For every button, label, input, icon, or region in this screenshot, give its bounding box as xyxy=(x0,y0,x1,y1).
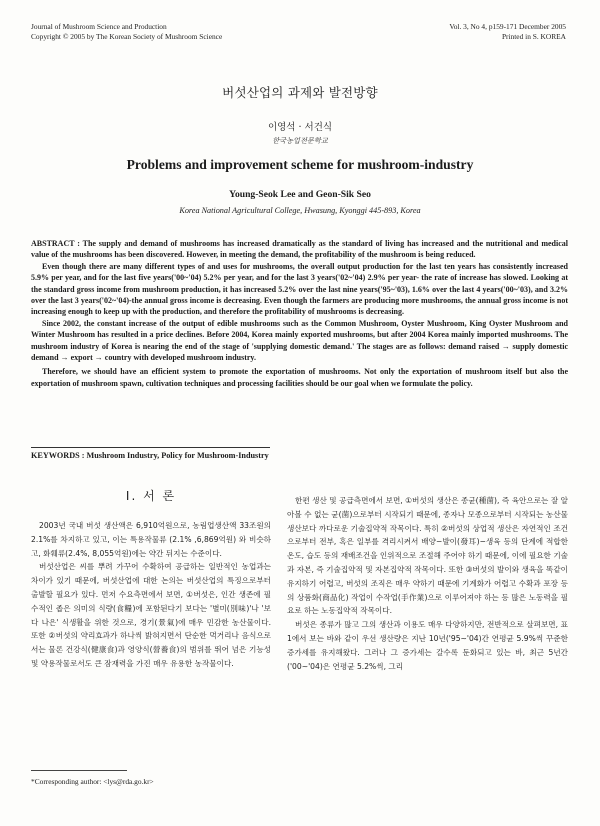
keywords-divider xyxy=(31,447,270,448)
korean-title: 버섯산업의 과제와 발전방향 xyxy=(222,85,378,100)
keywords-line: KEYWORDS : Mushroom Industry, Policy for Mushroom-Industry xyxy=(31,451,269,460)
journal-header-right xyxy=(449,22,566,41)
body-left-column xyxy=(31,519,271,671)
copyright-line: Copyright © 2005 by The Korean Society of Mushroom Science xyxy=(31,31,223,41)
english-authors: Young-Seok Lee and Geon-Sik Seo xyxy=(229,189,371,200)
body-right-column xyxy=(287,494,568,673)
abstract-block xyxy=(31,238,568,389)
footnote-divider xyxy=(31,770,127,771)
body-right-paragraph-1: 한편 생산 및 공급측면에서 보면, ①버섯의 생산은 종균(種菌), 즉 육안으로는 잘 알아볼 수 없는 균(菌)으로부터 시작되기 때문에, 종자나 모종으로부터 시작되는 농산물 생산보다 까다로운 기술집약적 작목이다. 특히 ②버섯의 상업적 생산은 자연적인 조건으로부터 전부, 혹은 일부를 격리시켜서 배양−발이(發耳)−생육 등의 단계에 적합한 온도, 습도 등의 재배조건을 인위적으로 조절해 주어야 하기 때문에, 이에 필요한 기술과 자본, 즉 기술집약적 및 자본집약적 작목이다. 또한 ③버섯의 발이와 생육을 똑같이 유지하기 어렵고, 버섯의 조직은 매우 약하기 때문에 기계화가 어렵고 수확과 포장 등의 상품화(商品化) 작업이 수작업(手作業)으로 이루어져야 하는 등 많은 노동력을 필요로 하는 노동집약적 작목이다. xyxy=(287,496,568,616)
english-title: Problems and improvement scheme for mushroom-industry xyxy=(126,157,474,172)
abstract-paragraph-4: Therefore, we should have an efficient system to promote the exportation of mushrooms. Not only the exportation of mushroom itself but also the exportation of mushroom spawn, cultivation techniques and processing facilities should be our goal when we formulate the policy. xyxy=(31,367,568,388)
korean-authors: 이영석 · 서건식 xyxy=(267,122,333,133)
abstract-paragraph-1: ABSTRACT : The supply and demand of mushrooms has increased dramatically as the standard of living has increased and the nutritional and medical value of the mushrooms has been discovered. However, in meeting the demand, the profitability of the mushroom is being reduced. xyxy=(31,239,568,260)
corresponding-author-footnote: *Corresponding author: <lys@rda.go.kr> xyxy=(31,777,154,786)
english-affiliation: Korea National Agricultural College, Hwasung, Kyonggi 445-893, Korea xyxy=(179,206,421,215)
abstract-paragraph-3: Since 2002, the constant increase of the output of edible mushrooms such as the Common Mushroom, Oyster Mushroom, King Oyster Mushroom and Winter Mushroom has resulted in a price declines. Before 2004, Korea mainly exported mushrooms, but after 2004 Korea mainly imported mushrooms. The mushroom industry of Korea is nearing the end of the stage of 'supplying domestic demand.' The stages are as follows: demand raised → supply domestic demand → export → country with developed mushroom industry. xyxy=(31,318,568,363)
body-left-paragraph-2: 버섯산업은 씨를 뿌려 가꾸어 수확하여 공급하는 일반적인 농업과는 차이가 있기 때문에, 버섯산업에 대한 논의는 버섯산업의 특징으로부터 출발할 필요가 있다. 먼저 수요측면에서 보면, ①버섯은, 인간 생존에 필수적인 좁은 의미의 식량(食糧)에 포함된다기 보다는 '별미(別味)'나 '보다 나은' 식생활을 위한 것으로, 경기(景氣)에 매우 민감한 농산물이다. 또한 ②버섯의 약리효과가 하나씩 밝혀지면서 단순한 먹거리나 음식으로서는 물론 건강식(健康食)과 영양식(營養食)의 범위를 뛰어 넘은 기능성 및 약용작물로서도 큰 잠재력을 가진 매우 유용한 농작물이다. xyxy=(31,562,271,668)
journal-name: Journal of Mushroom Science and Production xyxy=(31,22,167,31)
journal-header-left xyxy=(31,22,222,41)
body-right-paragraph-2: 버섯은 종류가 많고 그의 생산과 이용도 매우 다양하지만, 전반적으로 살펴보면, 표 1에서 보는 바와 같이 우선 생산량은 지난 10년('95~'04)간 연평균 5.9%씩 꾸준한 증가세를 유지해왔다. 그러나 그 증가세는 갈수록 둔화되고 있는 바, 최근 5년간('00~'04)은 연평균 5.2%씩, 그리 xyxy=(287,620,568,671)
body-left-paragraph-1: 2003년 국내 버섯 생산액은 6,910억원으로, 농림업생산액 33조원의 2.1%를 차지하고 있고, 이는 특용작물류 (2.1% ,6,869억원) 와 비슷하고, 화훼류(2.4%, 8,055억원)에는 약간 뒤지는 수준이다. xyxy=(31,521,271,558)
volume-info: Vol. 3, No 4, p159-171 December 2005 xyxy=(449,22,566,31)
abstract-paragraph-2: Even though there are many different types of and uses for mushrooms, the overall output production for the last ten years has consistently increased 5.9% per year, and for the last five years('00~'04) 5.2% per year, and for the last 3 years('02~'04) 2.9% per year- the rate of increase has slowed. Looking at the standard gross income from mushroom production, it has increased 5.2% over the last nine years('95~'03), 1.6% over the last 4 years('00~'03), and 3.2% over the last 3 years('02~'04)-the annual gross income is decreasing. Even though the farmers are producing more mushrooms, the annual gross income is not increasing enough to keep up with the production, and therefore the profitability of mushrooms is decreasing. xyxy=(31,261,568,317)
korean-affiliation: 한국농업전문학교 xyxy=(272,136,328,145)
section-heading-introduction: I. 서 론 xyxy=(125,489,177,503)
printed-info: Printed in S. KOREA xyxy=(501,31,566,41)
